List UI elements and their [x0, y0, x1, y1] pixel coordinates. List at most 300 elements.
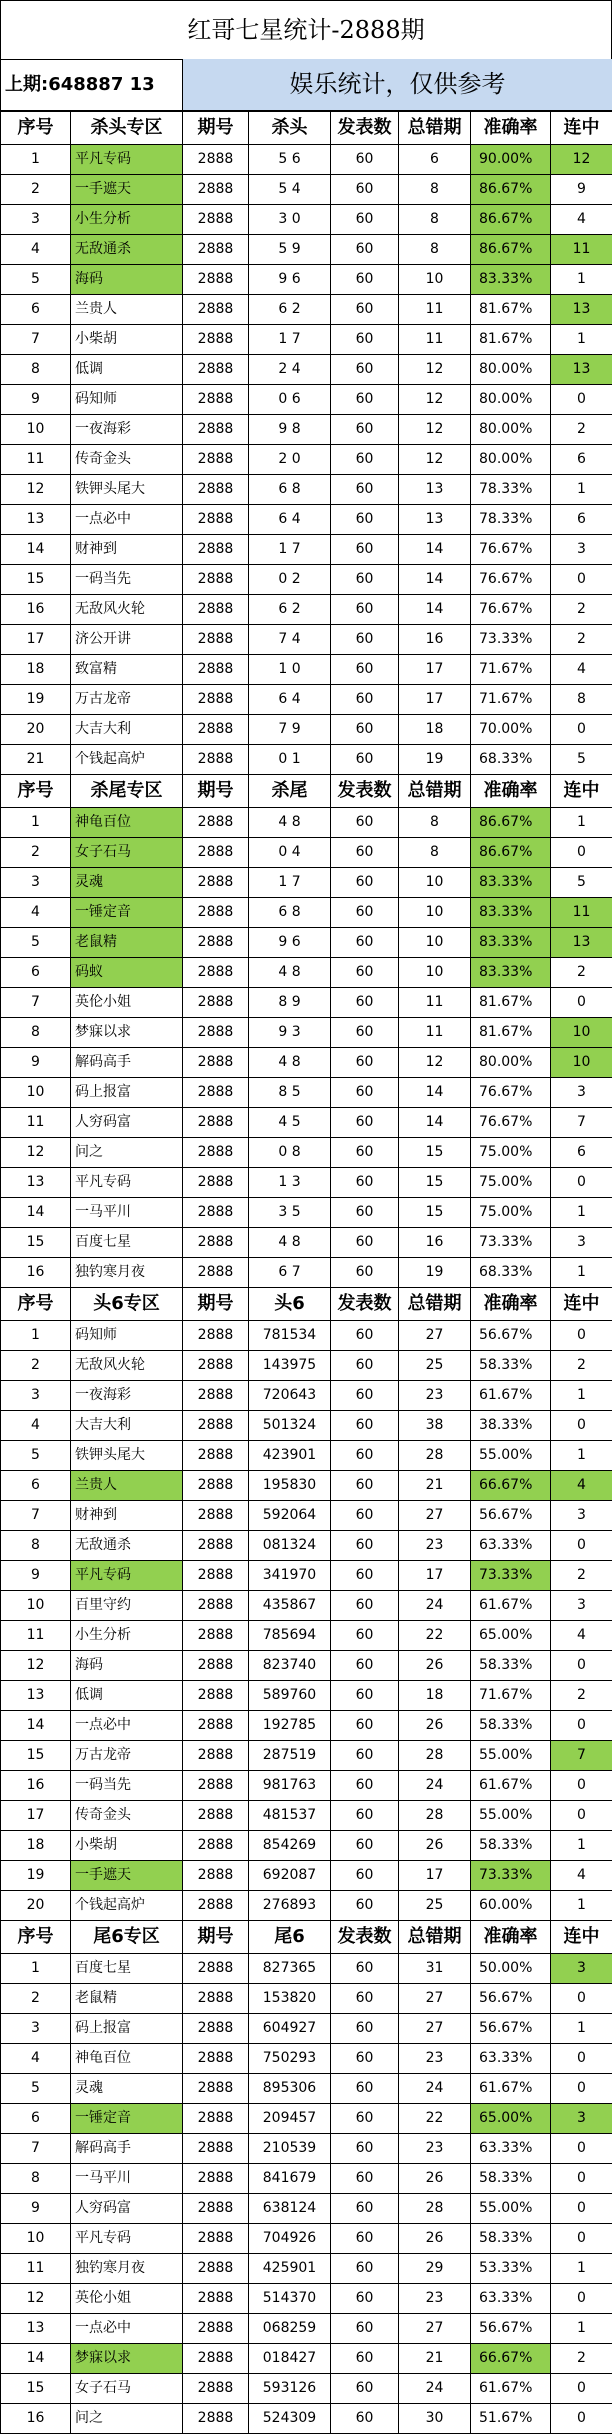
count-cell: 60	[331, 235, 399, 265]
issue-cell: 2888	[183, 1801, 249, 1831]
streak-cell: 1	[551, 2254, 612, 2284]
streak-cell: 1	[551, 1381, 612, 1411]
expert-name-cell: 码上报富	[71, 1078, 183, 1108]
issue-cell: 2888	[183, 565, 249, 595]
header-miss: 总错期	[399, 775, 471, 808]
expert-name-cell: 一码当先	[71, 1771, 183, 1801]
value-cell: 6 7	[249, 1258, 331, 1288]
miss-cell: 23	[399, 2044, 471, 2074]
table-row	[1, 625, 612, 655]
miss-cell: 23	[399, 2134, 471, 2164]
seq-cell: 7	[1, 1501, 71, 1531]
rate-cell: 56.67%	[471, 1501, 551, 1531]
issue-cell: 2888	[183, 355, 249, 385]
seq-cell: 20	[1, 715, 71, 745]
table-row	[1, 2404, 612, 2434]
miss-cell: 8	[399, 175, 471, 205]
issue-cell: 2888	[183, 235, 249, 265]
expert-name-cell: 无敌风火轮	[71, 1351, 183, 1381]
seq-cell: 4	[1, 2044, 71, 2074]
streak-cell: 0	[551, 1801, 612, 1831]
count-cell: 60	[331, 1048, 399, 1078]
value-cell: 6 4	[249, 505, 331, 535]
count-cell: 60	[331, 988, 399, 1018]
table-row	[1, 685, 612, 715]
seq-cell: 16	[1, 2404, 71, 2434]
rate-cell: 83.33%	[471, 928, 551, 958]
miss-cell: 8	[399, 205, 471, 235]
miss-cell: 13	[399, 475, 471, 505]
table-row	[1, 1228, 612, 1258]
value-cell: 341970	[249, 1561, 331, 1591]
issue-cell: 2888	[183, 1681, 249, 1711]
rate-cell: 76.67%	[471, 1108, 551, 1138]
value-cell: 4 8	[249, 958, 331, 988]
seq-cell: 14	[1, 535, 71, 565]
expert-name-cell: 财神到	[71, 1501, 183, 1531]
expert-name-cell: 码知师	[71, 1321, 183, 1351]
issue-cell: 2888	[183, 898, 249, 928]
expert-name-cell: 码蚁	[71, 958, 183, 988]
seq-cell: 20	[1, 1891, 71, 1921]
count-cell: 60	[331, 2374, 399, 2404]
table-row	[1, 205, 612, 235]
table-row	[1, 1984, 612, 2014]
streak-cell: 0	[551, 2044, 612, 2074]
rate-cell: 83.33%	[471, 898, 551, 928]
count-cell: 60	[331, 2044, 399, 2074]
streak-cell: 1	[551, 265, 612, 295]
seq-cell: 1	[1, 145, 71, 175]
expert-name-cell: 女子石马	[71, 838, 183, 868]
value-cell: 0 2	[249, 565, 331, 595]
stats-table	[0, 111, 612, 2434]
seq-cell: 6	[1, 2104, 71, 2134]
table-row	[1, 1621, 612, 1651]
streak-cell: 1	[551, 475, 612, 505]
expert-name-cell: 传奇金头	[71, 445, 183, 475]
rate-cell: 75.00%	[471, 1198, 551, 1228]
issue-cell: 2888	[183, 475, 249, 505]
miss-cell: 11	[399, 988, 471, 1018]
expert-name-cell: 百里守约	[71, 1591, 183, 1621]
streak-cell: 3	[551, 2104, 612, 2134]
count-cell: 60	[331, 1258, 399, 1288]
rate-cell: 66.67%	[471, 2344, 551, 2374]
table-row	[1, 2014, 612, 2044]
value-cell: 750293	[249, 2044, 331, 2074]
streak-cell: 0	[551, 2164, 612, 2194]
table-row	[1, 265, 612, 295]
seq-cell: 3	[1, 2014, 71, 2044]
expert-name-cell: 百度七星	[71, 1228, 183, 1258]
count-cell: 60	[331, 1138, 399, 1168]
table-row	[1, 2314, 612, 2344]
seq-cell: 14	[1, 2344, 71, 2374]
table-row	[1, 868, 612, 898]
miss-cell: 12	[399, 415, 471, 445]
streak-cell: 0	[551, 1168, 612, 1198]
seq-cell: 9	[1, 385, 71, 415]
rate-cell: 76.67%	[471, 565, 551, 595]
streak-cell: 6	[551, 445, 612, 475]
seq-cell: 3	[1, 205, 71, 235]
count-cell: 60	[331, 2254, 399, 2284]
miss-cell: 17	[399, 685, 471, 715]
seq-cell: 16	[1, 595, 71, 625]
rate-cell: 86.67%	[471, 808, 551, 838]
streak-cell: 4	[551, 1861, 612, 1891]
streak-cell: 13	[551, 295, 612, 325]
value-cell: 192785	[249, 1711, 331, 1741]
seq-cell: 11	[1, 1621, 71, 1651]
seq-cell: 10	[1, 1078, 71, 1108]
table-row	[1, 1351, 612, 1381]
rate-cell: 53.33%	[471, 2254, 551, 2284]
expert-name-cell: 平凡专码	[71, 2224, 183, 2254]
seq-cell: 12	[1, 1138, 71, 1168]
value-cell: 9 6	[249, 928, 331, 958]
value-cell: 8 9	[249, 988, 331, 1018]
miss-cell: 30	[399, 2404, 471, 2434]
expert-name-cell: 一锤定音	[71, 898, 183, 928]
expert-name-cell: 一手遮天	[71, 1861, 183, 1891]
miss-cell: 26	[399, 1711, 471, 1741]
value-cell: 5 4	[249, 175, 331, 205]
expert-name-cell: 万古龙帝	[71, 1741, 183, 1771]
issue-cell: 2888	[183, 1984, 249, 2014]
rate-cell: 61.67%	[471, 1771, 551, 1801]
seq-cell: 10	[1, 2224, 71, 2254]
issue-cell: 2888	[183, 1258, 249, 1288]
count-cell: 60	[331, 2074, 399, 2104]
header-section: 杀头专区	[71, 112, 183, 145]
streak-cell: 8	[551, 685, 612, 715]
issue-cell: 2888	[183, 1831, 249, 1861]
expert-name-cell: 海码	[71, 1651, 183, 1681]
value-cell: 604927	[249, 2014, 331, 2044]
expert-name-cell: 一马平川	[71, 2164, 183, 2194]
seq-cell: 18	[1, 655, 71, 685]
count-cell: 60	[331, 745, 399, 775]
value-cell: 6 2	[249, 595, 331, 625]
streak-cell: 0	[551, 385, 612, 415]
count-cell: 60	[331, 2344, 399, 2374]
rate-cell: 81.67%	[471, 295, 551, 325]
expert-name-cell: 传奇金头	[71, 1801, 183, 1831]
header-issue: 期号	[183, 1921, 249, 1954]
section-header-row	[1, 1921, 612, 1954]
header-miss: 总错期	[399, 1921, 471, 1954]
seq-cell: 15	[1, 565, 71, 595]
issue-cell: 2888	[183, 1621, 249, 1651]
header-issue: 期号	[183, 112, 249, 145]
value-cell: 785694	[249, 1621, 331, 1651]
streak-cell: 2	[551, 1351, 612, 1381]
seq-cell: 8	[1, 1018, 71, 1048]
issue-cell: 2888	[183, 1411, 249, 1441]
miss-cell: 15	[399, 1138, 471, 1168]
disclaimer-banner: 娱乐统计，仅供参考	[182, 59, 612, 111]
seq-cell: 14	[1, 1711, 71, 1741]
expert-name-cell: 一码当先	[71, 565, 183, 595]
value-cell: 5 9	[249, 235, 331, 265]
streak-cell: 1	[551, 1831, 612, 1861]
issue-cell: 2888	[183, 445, 249, 475]
rate-cell: 63.33%	[471, 1531, 551, 1561]
count-cell: 60	[331, 2314, 399, 2344]
header-count: 发表数	[331, 775, 399, 808]
streak-cell: 0	[551, 1411, 612, 1441]
table-row	[1, 1441, 612, 1471]
table-row	[1, 838, 612, 868]
issue-cell: 2888	[183, 2194, 249, 2224]
rate-cell: 78.33%	[471, 475, 551, 505]
miss-cell: 10	[399, 868, 471, 898]
issue-cell: 2888	[183, 385, 249, 415]
miss-cell: 21	[399, 2344, 471, 2374]
table-row	[1, 1801, 612, 1831]
issue-cell: 2888	[183, 1168, 249, 1198]
rate-cell: 80.00%	[471, 1048, 551, 1078]
streak-cell: 3	[551, 535, 612, 565]
expert-name-cell: 无敌风火轮	[71, 595, 183, 625]
table-row	[1, 2254, 612, 2284]
rate-cell: 63.33%	[471, 2284, 551, 2314]
expert-name-cell: 小生分析	[71, 1621, 183, 1651]
count-cell: 60	[331, 1771, 399, 1801]
table-row	[1, 1561, 612, 1591]
issue-cell: 2888	[183, 685, 249, 715]
streak-cell: 3	[551, 1078, 612, 1108]
count-cell: 60	[331, 475, 399, 505]
seq-cell: 5	[1, 2074, 71, 2104]
miss-cell: 21	[399, 1471, 471, 1501]
seq-cell: 4	[1, 898, 71, 928]
rate-cell: 81.67%	[471, 325, 551, 355]
miss-cell: 8	[399, 838, 471, 868]
streak-cell: 10	[551, 1018, 612, 1048]
table-row	[1, 385, 612, 415]
streak-cell: 0	[551, 2134, 612, 2164]
rate-cell: 86.67%	[471, 175, 551, 205]
streak-cell: 0	[551, 988, 612, 1018]
value-cell: 8 5	[249, 1078, 331, 1108]
rate-cell: 80.00%	[471, 355, 551, 385]
last-issue-cell	[0, 59, 184, 111]
header-miss: 总错期	[399, 1288, 471, 1321]
table-row	[1, 595, 612, 625]
expert-name-cell: 一马平川	[71, 1198, 183, 1228]
table-row	[1, 535, 612, 565]
value-cell: 1 7	[249, 325, 331, 355]
expert-name-cell: 老鼠精	[71, 1984, 183, 2014]
count-cell: 60	[331, 535, 399, 565]
expert-name-cell: 个钱起高炉	[71, 1891, 183, 1921]
table-row	[1, 355, 612, 385]
count-cell: 60	[331, 655, 399, 685]
count-cell: 60	[331, 928, 399, 958]
count-cell: 60	[331, 1561, 399, 1591]
streak-cell: 7	[551, 1741, 612, 1771]
seq-cell: 16	[1, 1258, 71, 1288]
expert-name-cell: 独钓寒月夜	[71, 1258, 183, 1288]
count-cell: 60	[331, 838, 399, 868]
expert-name-cell: 英伦小姐	[71, 988, 183, 1018]
miss-cell: 26	[399, 2224, 471, 2254]
miss-cell: 31	[399, 1954, 471, 1984]
count-cell: 60	[331, 1681, 399, 1711]
miss-cell: 10	[399, 265, 471, 295]
issue-cell: 2888	[183, 2254, 249, 2284]
table-row	[1, 1381, 612, 1411]
rate-cell: 73.33%	[471, 1561, 551, 1591]
rate-cell: 61.67%	[471, 1591, 551, 1621]
count-cell: 60	[331, 1411, 399, 1441]
value-cell: 3 0	[249, 205, 331, 235]
expert-name-cell: 英伦小姐	[71, 2284, 183, 2314]
streak-cell: 1	[551, 1441, 612, 1471]
rate-cell: 61.67%	[471, 1381, 551, 1411]
issue-cell: 2888	[183, 2164, 249, 2194]
miss-cell: 8	[399, 808, 471, 838]
issue-cell: 2888	[183, 2104, 249, 2134]
issue-cell: 2888	[183, 535, 249, 565]
miss-cell: 23	[399, 1531, 471, 1561]
issue-cell: 2888	[183, 2044, 249, 2074]
seq-cell: 6	[1, 295, 71, 325]
issue-cell: 2888	[183, 145, 249, 175]
value-cell: 6 4	[249, 685, 331, 715]
issue-cell: 2888	[183, 2344, 249, 2374]
count-cell: 60	[331, 1591, 399, 1621]
miss-cell: 27	[399, 2314, 471, 2344]
value-cell: 6 8	[249, 475, 331, 505]
value-cell: 1 7	[249, 868, 331, 898]
expert-name-cell: 低调	[71, 355, 183, 385]
miss-cell: 29	[399, 2254, 471, 2284]
count-cell: 60	[331, 145, 399, 175]
expert-name-cell: 一点必中	[71, 1711, 183, 1741]
table-row	[1, 1018, 612, 1048]
seq-cell: 13	[1, 1168, 71, 1198]
miss-cell: 10	[399, 898, 471, 928]
table-row	[1, 1078, 612, 1108]
table-row	[1, 1258, 612, 1288]
value-cell: 153820	[249, 1984, 331, 2014]
header-rate: 准确率	[471, 1921, 551, 1954]
value-cell: 0 8	[249, 1138, 331, 1168]
rate-cell: 68.33%	[471, 1258, 551, 1288]
table-row	[1, 145, 612, 175]
seq-cell: 2	[1, 1351, 71, 1381]
issue-cell: 2888	[183, 1711, 249, 1741]
table-row	[1, 505, 612, 535]
streak-cell: 0	[551, 2404, 612, 2434]
expert-name-cell: 女子石马	[71, 2374, 183, 2404]
miss-cell: 27	[399, 1501, 471, 1531]
value-cell: 4 8	[249, 1048, 331, 1078]
count-cell: 60	[331, 2224, 399, 2254]
streak-cell: 0	[551, 1984, 612, 2014]
rate-cell: 80.00%	[471, 445, 551, 475]
expert-name-cell: 大吉大利	[71, 1411, 183, 1441]
count-cell: 60	[331, 2134, 399, 2164]
value-cell: 6 2	[249, 295, 331, 325]
seq-cell: 6	[1, 1471, 71, 1501]
miss-cell: 10	[399, 958, 471, 988]
rate-cell: 83.33%	[471, 265, 551, 295]
issue-cell: 2888	[183, 265, 249, 295]
seq-cell: 7	[1, 988, 71, 1018]
rate-cell: 58.33%	[471, 1831, 551, 1861]
expert-name-cell: 平凡专码	[71, 1168, 183, 1198]
header-section: 杀尾专区	[71, 775, 183, 808]
streak-cell: 0	[551, 1531, 612, 1561]
table-row	[1, 2284, 612, 2314]
value-cell: 981763	[249, 1771, 331, 1801]
rate-cell: 60.00%	[471, 1891, 551, 1921]
header-value: 杀尾	[249, 775, 331, 808]
seq-cell: 5	[1, 928, 71, 958]
seq-cell: 12	[1, 475, 71, 505]
count-cell: 60	[331, 2014, 399, 2044]
seq-cell: 9	[1, 1048, 71, 1078]
table-row	[1, 565, 612, 595]
table-row	[1, 2104, 612, 2134]
value-cell: 481537	[249, 1801, 331, 1831]
seq-cell: 12	[1, 2284, 71, 2314]
seq-cell: 8	[1, 1531, 71, 1561]
issue-cell: 2888	[183, 745, 249, 775]
expert-name-cell: 独钓寒月夜	[71, 2254, 183, 2284]
value-cell: 5 6	[249, 145, 331, 175]
header-streak: 连中	[551, 775, 612, 808]
expert-name-cell: 解码高手	[71, 2134, 183, 2164]
seq-cell: 16	[1, 1771, 71, 1801]
table-row	[1, 928, 612, 958]
seq-cell: 21	[1, 745, 71, 775]
header-streak: 连中	[551, 1288, 612, 1321]
rate-cell: 65.00%	[471, 1621, 551, 1651]
seq-cell: 2	[1, 838, 71, 868]
value-cell: 638124	[249, 2194, 331, 2224]
expert-name-cell: 海码	[71, 265, 183, 295]
expert-name-cell: 兰贵人	[71, 295, 183, 325]
seq-cell: 11	[1, 445, 71, 475]
streak-cell: 1	[551, 2014, 612, 2044]
seq-cell: 15	[1, 2374, 71, 2404]
seq-cell: 1	[1, 1954, 71, 1984]
miss-cell: 18	[399, 1681, 471, 1711]
count-cell: 60	[331, 2164, 399, 2194]
streak-cell: 6	[551, 1138, 612, 1168]
table-row	[1, 1198, 612, 1228]
value-cell: 7 4	[249, 625, 331, 655]
value-cell: 0 6	[249, 385, 331, 415]
seq-cell: 2	[1, 1984, 71, 2014]
rate-cell: 66.67%	[471, 1471, 551, 1501]
value-cell: 720643	[249, 1381, 331, 1411]
expert-name-cell: 小柴胡	[71, 1831, 183, 1861]
table-row	[1, 295, 612, 325]
count-cell: 60	[331, 1228, 399, 1258]
value-cell: 1 3	[249, 1168, 331, 1198]
streak-cell: 2	[551, 595, 612, 625]
count-cell: 60	[331, 265, 399, 295]
count-cell: 60	[331, 1861, 399, 1891]
miss-cell: 10	[399, 928, 471, 958]
